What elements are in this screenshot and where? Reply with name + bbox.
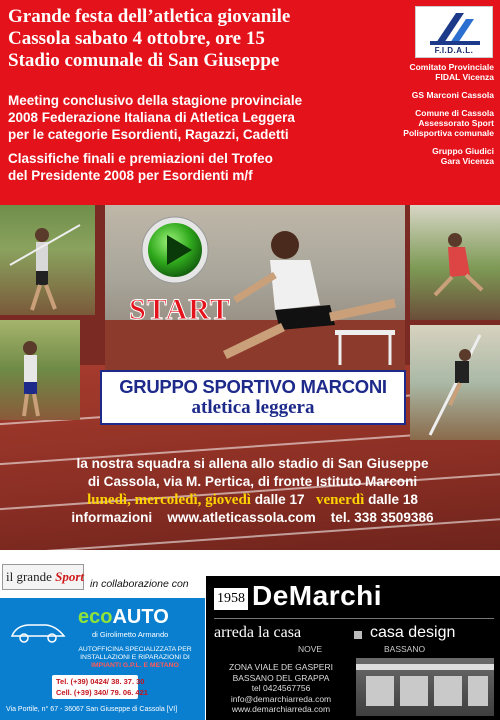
organizer — [372, 62, 494, 82]
sponsors-section — [0, 550, 500, 720]
start-button[interactable] — [120, 215, 230, 345]
event-title — [8, 6, 368, 72]
athlete-photo-runner — [0, 320, 80, 420]
ecoauto-cell: Cell. (+39) 340/ 79. 06. 421 — [56, 688, 148, 697]
photo-collage — [0, 205, 500, 550]
trophy-info — [8, 150, 378, 184]
ecoauto-address: Via Portile, n° 67 - 36067 San Giuseppe di Cassola [VI] — [6, 706, 178, 713]
ecoauto-description — [70, 646, 200, 670]
ecoauto-logo-auto: AUTO — [112, 606, 169, 628]
demarchi-contact — [216, 662, 346, 715]
subtitle-line: per le categorie Esordienti, Ragazzi, Cadetti — [8, 127, 289, 142]
demarchi-year: 1958 — [214, 588, 248, 610]
club-subtitle: atletica leggera — [191, 397, 315, 418]
organizer-line: Comune di Cassola — [415, 108, 494, 118]
organizer-line: Polisportiva comunale — [403, 128, 494, 138]
collaboration-label: in collaborazione con — [90, 578, 189, 590]
club-name: GRUPPO SPORTIVO MARCONI — [119, 376, 387, 397]
training-time: dalle 18 — [368, 492, 418, 507]
demarchi-arreda: arreda la casa — [214, 624, 302, 641]
trophy-line: del Presidente 2008 per Esordienti m/f — [8, 168, 253, 183]
grande-sport-logo — [2, 564, 84, 590]
organizer — [372, 90, 494, 100]
training-days: venerdì — [315, 492, 365, 508]
training-days: lunedì, mercoledì, giovedì — [87, 492, 251, 508]
training-line: di Cassola, via M. Pertica, di fronte Istituto Marconi — [87, 474, 418, 489]
training-time: dalle 17 — [254, 492, 305, 507]
organizer — [372, 108, 494, 138]
title-line: Stadio comunale di San Giuseppe — [8, 50, 280, 71]
ecoauto-phones — [52, 675, 148, 699]
demarchi-email[interactable]: info@demarchiarreda.com — [230, 693, 332, 704]
start-label: START — [129, 293, 231, 326]
demarchi-nove: NOVE — [298, 644, 323, 654]
ecoauto-tel: Tel. (+39) 0424/ 38. 37. 30 — [56, 677, 145, 686]
organizer-line: GS Marconi Cassola — [411, 90, 494, 100]
square-bullet-icon — [354, 631, 362, 639]
ecoauto-ad — [0, 598, 205, 720]
play-icon — [140, 215, 210, 285]
athlete-photo-jumper — [410, 205, 500, 320]
demarchi-website[interactable]: www.demarchiarreda.com — [231, 704, 331, 714]
training-line: la nostra squadra si allena allo stadio di San Giuseppe — [76, 456, 429, 471]
divider — [214, 618, 494, 619]
title-line: Grande festa dell’atletica giovanile — [8, 6, 291, 27]
subtitle-line: Meeting conclusivo della stagione provinciale — [8, 93, 303, 108]
demarchi-ad — [206, 576, 500, 720]
organizer-line: Assessorato Sport — [418, 118, 494, 128]
organizer — [372, 146, 494, 166]
title-line: Cassola sabato 4 ottobre, ore 15 — [8, 28, 265, 49]
website-link[interactable]: www.atleticassola.com — [167, 510, 316, 525]
organizer-line: FIDAL Vicenza — [435, 72, 494, 82]
header — [0, 0, 500, 205]
ecoauto-logo — [78, 606, 169, 629]
ecoauto-desc-line: IMPIANTI G.P.L. E METANO — [91, 662, 179, 669]
demarchi-contact-line: tel 0424567756 — [251, 683, 311, 693]
organizer-line: Gara Vicenza — [440, 156, 494, 166]
phone-number: tel. 338 3509386 — [330, 510, 434, 525]
athlete-photo-javelin — [0, 205, 95, 315]
grande-sport-accent: Sport — [55, 569, 84, 584]
ecoauto-owner: di Girolimetto Armando — [92, 630, 169, 639]
training-schedule — [15, 491, 490, 509]
demarchi-name: DeMarchi — [252, 580, 383, 611]
ecoauto-desc-line: INSTALLAZIONI E RIPARAZIONI DI — [80, 654, 190, 661]
ecoauto-logo-eco: eco — [78, 606, 113, 628]
demarchi-design: casa design — [370, 624, 456, 641]
fidal-logo — [415, 6, 493, 58]
fidal-label: F.I.D.A.L. — [434, 46, 474, 55]
ecoauto-desc-line: AUTOFFICINA SPECIALIZZATA PER — [78, 646, 192, 653]
car-icon — [8, 618, 68, 644]
grande-sport-text: il grande — [6, 569, 52, 584]
demarchi-contact-line: BASSANO DEL GRAPPA — [232, 672, 330, 683]
organizer-line: Comitato Provinciale — [409, 62, 494, 72]
organizers-list — [372, 62, 494, 174]
demarchi-contact-line: ZONA VIALE DE GASPERI — [229, 662, 333, 672]
info-label: informazioni — [71, 510, 153, 525]
training-info — [15, 455, 490, 527]
club-banner — [100, 370, 406, 425]
contact-line — [15, 509, 490, 527]
organizer-line: Gruppo Giudici — [432, 146, 494, 156]
athlete-photo-polevault — [410, 325, 500, 440]
showroom-photo — [356, 658, 494, 716]
trophy-line: Classifiche finali e premiazioni del Trofeo — [8, 151, 273, 166]
fidal-logo-icon — [430, 11, 480, 45]
subtitle-line: 2008 Federazione Italiana di Atletica Leggera — [8, 110, 295, 125]
event-subtitle — [8, 92, 378, 143]
demarchi-bassano: BASSANO — [384, 644, 426, 654]
